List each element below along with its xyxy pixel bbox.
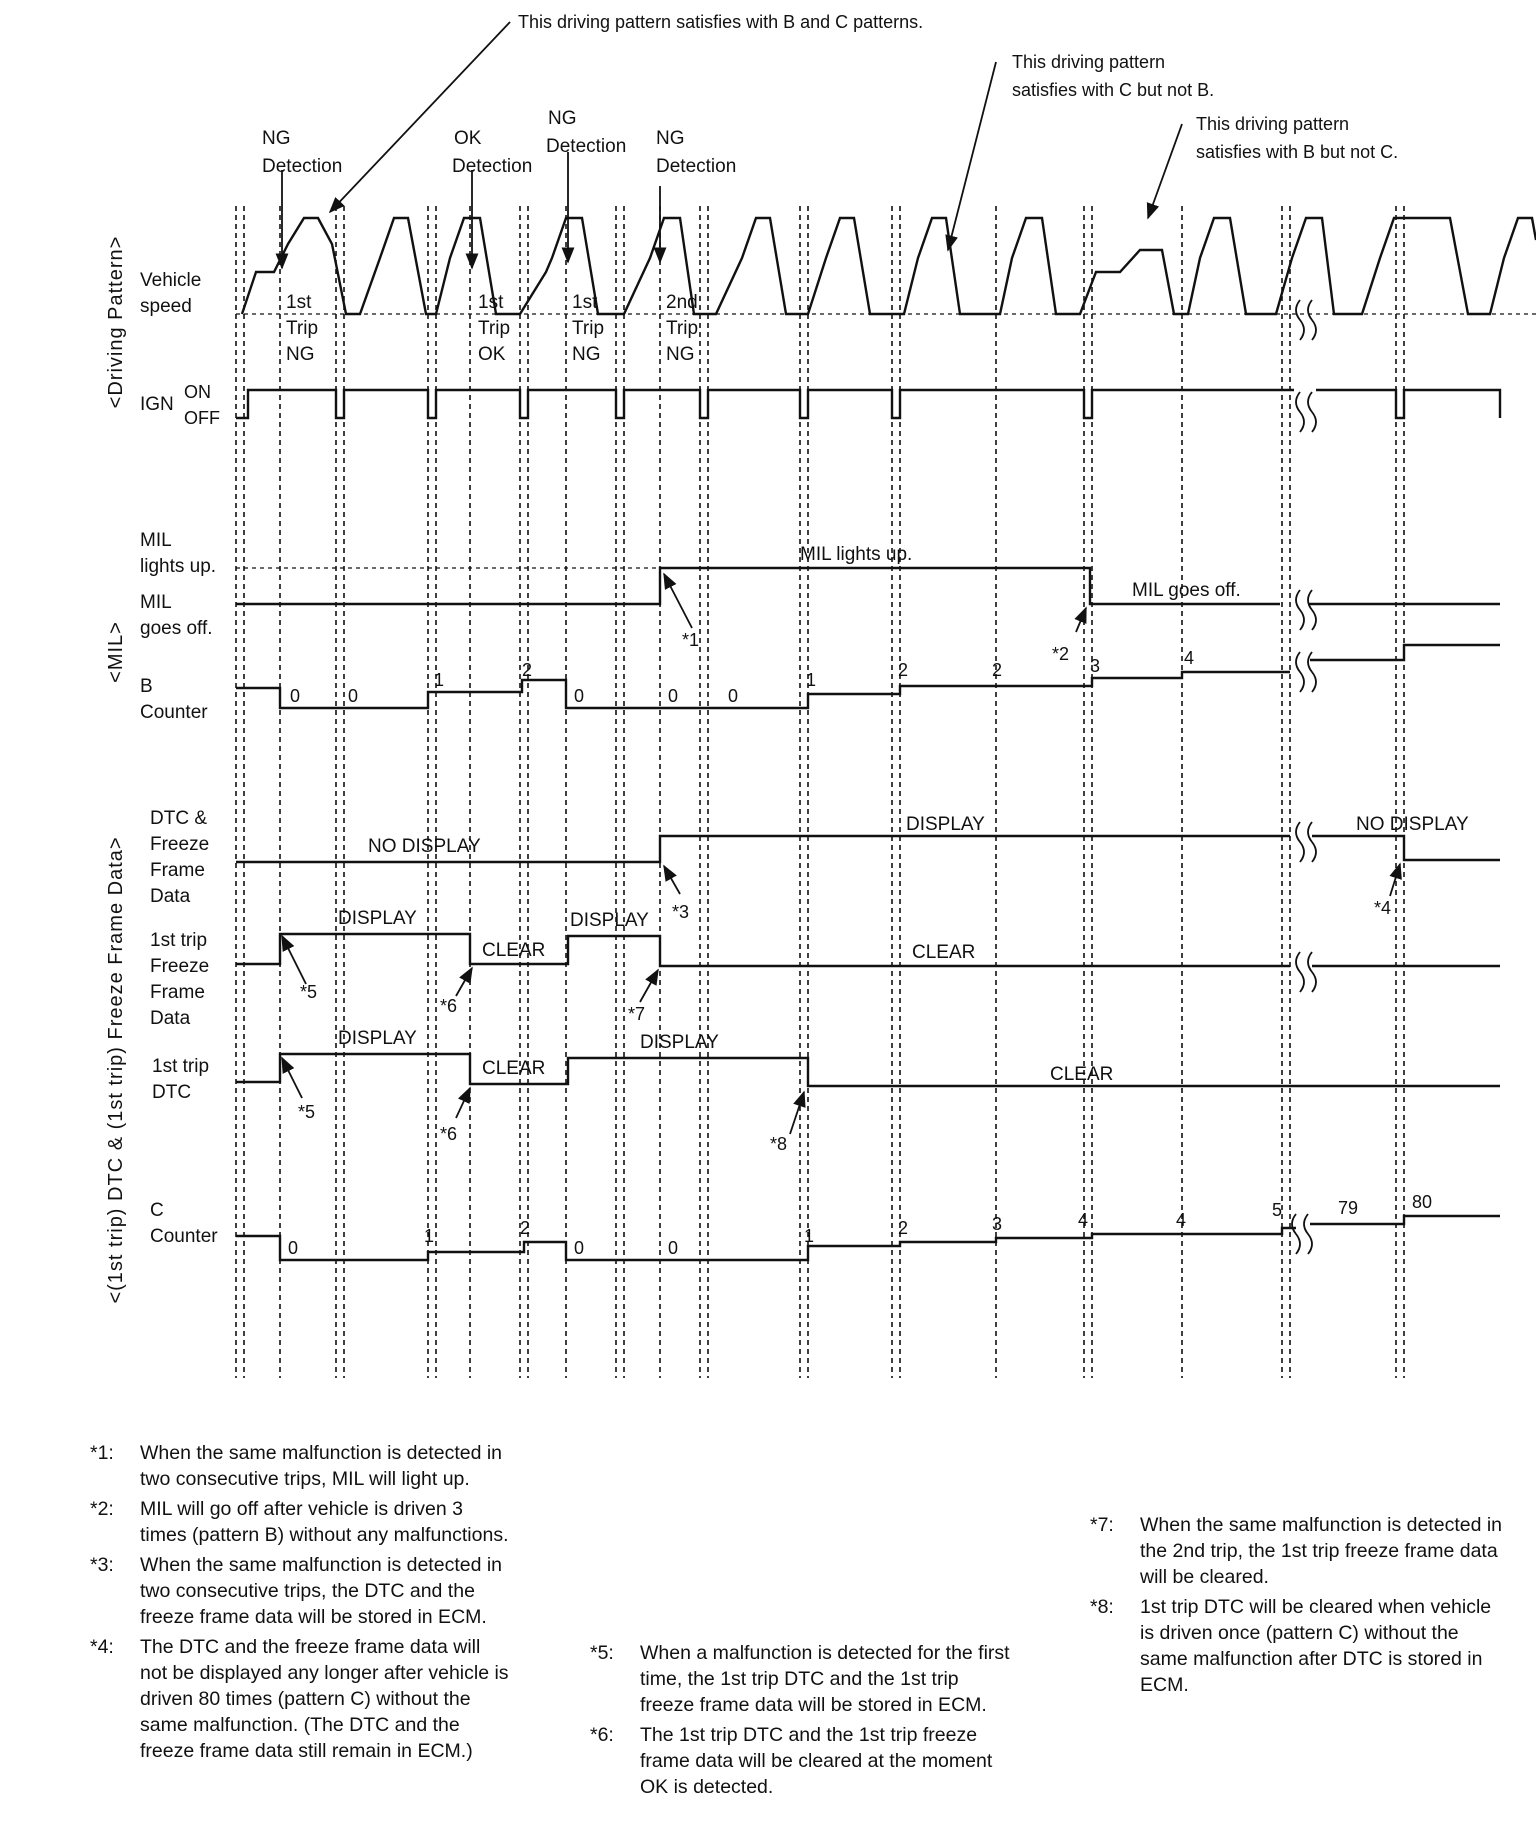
- b-counter-value: 1: [434, 670, 445, 690]
- first-trip-dtc-display-1: DISPLAY: [338, 1028, 417, 1049]
- dtc-no-display-1: NO DISPLAY: [368, 836, 481, 857]
- note-6: [590, 1722, 1010, 1800]
- mil-goes-off-label-2: goes off.: [140, 618, 213, 639]
- note-3: [90, 1552, 510, 1630]
- dtc-no-display-2: NO DISPLAY: [1356, 814, 1469, 835]
- dtc-ff-label-4: Data: [150, 886, 191, 907]
- annotation-b-not-c-line1: This driving pattern: [1196, 114, 1350, 134]
- note-2: [90, 1496, 510, 1548]
- detection-1-result: NG: [262, 128, 291, 149]
- annotation-b-not-c-line2: satisfies with B but not C.: [1196, 142, 1399, 162]
- trip-2-word: Trip: [478, 318, 511, 339]
- b-counter-value: 2: [992, 660, 1003, 680]
- vehicle-speed-label-1: Vehicle: [140, 270, 202, 291]
- c-counter-value: 0: [288, 1238, 299, 1258]
- note-6-text: The 1st trip DTC and the 1st trip freeze frame data will be cleared at the moment OK is detected.: [640, 1724, 993, 1798]
- c-counter-value: 2: [520, 1218, 531, 1238]
- note-3-text: When the same malfunction is detected in two consecutive trips, the DTC and the freeze frame data will be stored in ECM.: [140, 1554, 503, 1628]
- b-counter-value: 0: [574, 686, 585, 706]
- annotation-c-not-b-line2: satisfies with C but not B.: [1012, 80, 1215, 100]
- c-counter-label-2: Counter: [150, 1226, 218, 1247]
- c-counter-value: 1: [424, 1226, 435, 1246]
- ign-label: IGN: [140, 394, 174, 415]
- mil-lights-up-label-1: MIL: [140, 530, 172, 551]
- note-7-key: *7:: [1090, 1514, 1114, 1536]
- first-trip-dtc-display-2: DISPLAY: [640, 1032, 719, 1053]
- c-counter-label-1: C: [150, 1200, 164, 1221]
- ff-display-1: DISPLAY: [338, 908, 417, 929]
- c-counter-value: 5: [1272, 1200, 1283, 1220]
- trip-1-result: NG: [286, 344, 315, 365]
- first-trip-ff-waveform: [236, 934, 1500, 966]
- marker-label: *4: [1374, 898, 1392, 918]
- notes-column-2: [590, 1640, 1010, 1804]
- c-counter-value: 0: [668, 1238, 679, 1258]
- mil-off-state: MIL goes off.: [1132, 580, 1241, 601]
- c-counter-values: [288, 1192, 1432, 1258]
- b-counter-value: 3: [1090, 656, 1101, 676]
- notes-column-1: [90, 1440, 510, 1768]
- note-1-text: When the same malfunction is detected in two consecutive trips, MIL will light up.: [140, 1442, 503, 1490]
- dtc-ff-label-1: DTC &: [150, 808, 207, 829]
- trip-4-result: NG: [666, 344, 695, 365]
- trip-1-word: Trip: [286, 318, 319, 339]
- detection-2-label: Detection: [452, 156, 533, 177]
- detection-1-label: Detection: [262, 156, 343, 177]
- annotation-bc-pattern: This driving pattern satisfies with B and C patterns.: [518, 12, 924, 32]
- first-trip-ff-label-4: Data: [150, 1008, 191, 1029]
- marker-label: *1: [682, 630, 700, 650]
- note-7-text: When the same malfunction is detected in the 2nd trip, the 1st trip freeze frame data will be cleared.: [1140, 1514, 1503, 1588]
- b-counter-value: 0: [728, 686, 739, 706]
- ff-clear-1: CLEAR: [482, 940, 546, 961]
- detection-2-result: OK: [454, 128, 482, 149]
- b-counter-value: 4: [1184, 648, 1195, 668]
- trip-3-number: 1st: [572, 292, 598, 313]
- dtc-ff-label-3: Frame: [150, 860, 205, 881]
- notes-column-3: [1090, 1512, 1510, 1702]
- marker-label: *5: [298, 1102, 316, 1122]
- b-counter-value: 0: [290, 686, 301, 706]
- first-trip-ff-label-1: 1st trip: [150, 930, 208, 951]
- b-counter-value: 0: [668, 686, 679, 706]
- trip-2-result: OK: [478, 344, 506, 365]
- mil-lights-up-label-2: lights up.: [140, 556, 217, 577]
- trip-3-result: NG: [572, 344, 601, 365]
- note-7: [1090, 1512, 1510, 1590]
- dtc-ff-label-2: Freeze: [150, 834, 210, 855]
- section-driving-pattern: <Driving Pattern>: [105, 235, 127, 409]
- first-trip-dtc-label-1: 1st trip: [152, 1056, 210, 1077]
- b-counter-value: 2: [898, 660, 909, 680]
- detection-3-result: NG: [548, 108, 577, 129]
- detection-3-label: Detection: [546, 136, 627, 157]
- b-counter-label-1: B: [140, 676, 153, 697]
- note-1: [90, 1440, 510, 1492]
- note-4-key: *4:: [90, 1636, 114, 1658]
- c-counter-value: 1: [804, 1226, 815, 1246]
- trip-3-word: Trip: [572, 318, 605, 339]
- b-counter-value: 2: [522, 660, 533, 680]
- mil-waveform: [236, 568, 1500, 604]
- note-4: [90, 1634, 510, 1764]
- marker-label: *2: [1052, 644, 1070, 664]
- note-4-text: The DTC and the freeze frame data will not be displayed any longer after vehicle is driven 80 times (pattern C) without the same malfunction. (The DTC and the freeze frame data still remain in ECM.): [140, 1636, 509, 1762]
- ign-on-label: ON: [184, 382, 211, 402]
- first-trip-dtc-clear-1: CLEAR: [482, 1058, 546, 1079]
- trip-boundary-lines: [236, 206, 1404, 1378]
- note-5: [590, 1640, 1010, 1718]
- marker-label: *5: [300, 982, 318, 1002]
- c-counter-value: 3: [992, 1214, 1003, 1234]
- marker-label: *6: [440, 1124, 458, 1144]
- note-1-key: *1:: [90, 1442, 114, 1464]
- c-counter-value: 80: [1412, 1192, 1433, 1212]
- detection-4-label: Detection: [656, 156, 737, 177]
- c-counter-value: 4: [1176, 1210, 1187, 1230]
- ign-off-label: OFF: [184, 408, 220, 428]
- dtc-display: DISPLAY: [906, 814, 985, 835]
- time-break-marks: [1292, 300, 1316, 1254]
- marker-label: *8: [770, 1134, 788, 1154]
- note-5-key: *5:: [590, 1642, 614, 1664]
- marker-labels: [298, 630, 1391, 1154]
- note-2-text: MIL will go off after vehicle is driven 3 times (pattern B) without any malfunctions.: [140, 1498, 509, 1546]
- trip-4-number: 2nd: [666, 292, 698, 313]
- vehicle-speed-label-2: speed: [140, 296, 192, 317]
- trip-labels: [286, 292, 698, 365]
- ff-display-2: DISPLAY: [570, 910, 649, 931]
- note-2-key: *2:: [90, 1498, 114, 1520]
- trip-1-number: 1st: [286, 292, 312, 313]
- first-trip-dtc-clear-2: CLEAR: [1050, 1064, 1114, 1085]
- c-counter-value: 2: [898, 1218, 909, 1238]
- c-counter-value: 4: [1078, 1210, 1089, 1230]
- trip-2-number: 1st: [478, 292, 504, 313]
- b-counter-value: 1: [806, 670, 817, 690]
- section-mil: <MIL>: [105, 621, 127, 683]
- c-counter-value: 79: [1338, 1198, 1359, 1218]
- first-trip-dtc-waveform: [236, 1054, 1500, 1086]
- marker-label: *6: [440, 996, 458, 1016]
- note-6-key: *6:: [590, 1724, 614, 1746]
- first-trip-ff-label-3: Frame: [150, 982, 205, 1003]
- section-dtc-freeze-frame: <(1st trip) DTC & (1st trip) Freeze Frame Data>: [105, 836, 127, 1304]
- marker-label: *7: [628, 1004, 646, 1024]
- note-8-key: *8:: [1090, 1596, 1114, 1618]
- annotation-c-not-b-line1: This driving pattern: [1012, 52, 1166, 72]
- b-counter-value: 0: [348, 686, 359, 706]
- note-8: [1090, 1594, 1510, 1698]
- note-5-text: When a malfunction is detected for the first time, the 1st trip DTC and the 1st trip freeze frame data will be stored in ECM.: [640, 1642, 1010, 1716]
- b-counter-label-2: Counter: [140, 702, 208, 723]
- marker-label: *3: [672, 902, 690, 922]
- note-8-text: 1st trip DTC will be cleared when vehicle is driven once (pattern C) without the same malfunction after DTC is stored in ECM.: [1140, 1596, 1492, 1696]
- trip-4-word: Trip: [666, 318, 699, 339]
- mil-goes-off-label-1: MIL: [140, 592, 172, 613]
- state-labels: [338, 544, 1469, 1085]
- c-counter-value: 0: [574, 1238, 585, 1258]
- first-trip-dtc-label-2: DTC: [152, 1082, 192, 1103]
- note-3-key: *3:: [90, 1554, 114, 1576]
- ff-clear-2: CLEAR: [912, 942, 976, 963]
- row-labels: [140, 270, 220, 1247]
- detection-4-result: NG: [656, 128, 685, 149]
- mil-on-state: MIL lights up.: [800, 544, 913, 565]
- first-trip-ff-label-2: Freeze: [150, 956, 210, 977]
